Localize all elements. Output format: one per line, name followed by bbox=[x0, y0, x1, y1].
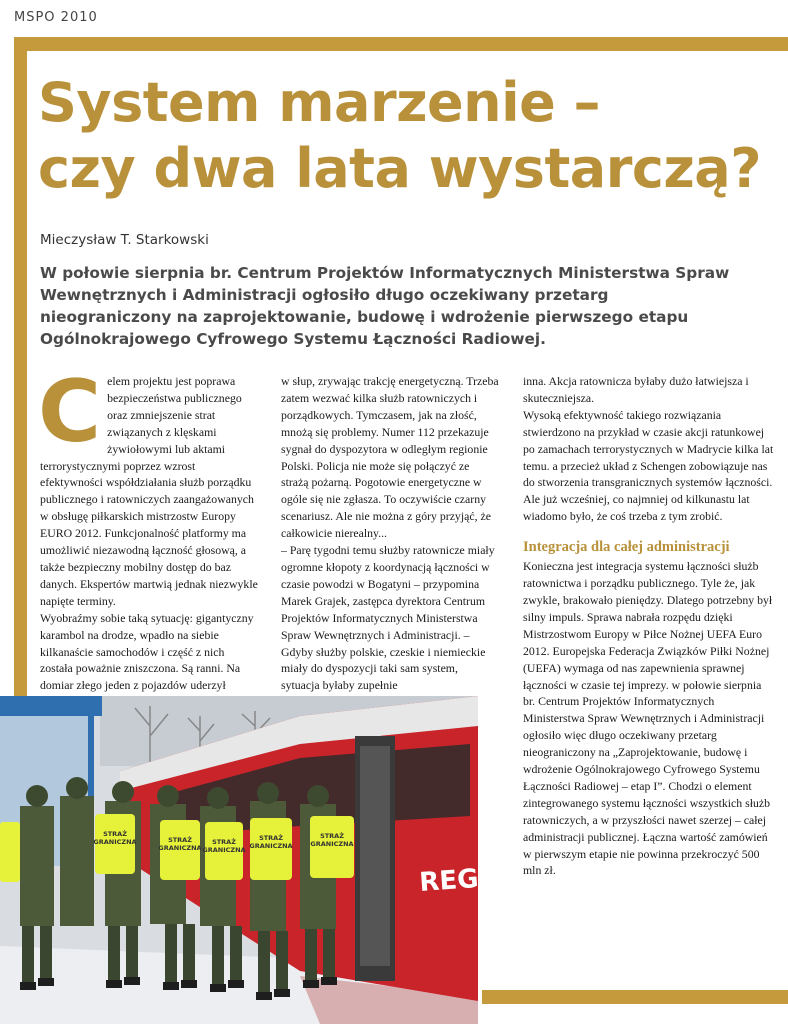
top-frame-bar bbox=[14, 37, 788, 51]
border-guards-train-illustration bbox=[0, 696, 512, 1024]
article-title bbox=[38, 70, 778, 202]
left-frame-bar bbox=[14, 37, 27, 697]
train-livery-text: REGIO bbox=[418, 861, 512, 898]
vest-label: STRAŻ bbox=[320, 832, 344, 840]
paragraph: w słup, zrywając trakcję energetyczną. Trzeba zatem wezwać kilka służb ratowniczych i porządkowych. Tymczasem, jak na złość, mnożą się problemy. Numer 112 przekazuje sygnał do dyspozytora w odległym regionie Polski. Policja nie może się połączyć ze strażą pożarną. Pogotowie energetyczne w ogóle się nie zgłasza. To oczywiście czarny scenariusz. Ale nie można z góry przyjąć, że całkowicie nierealny... bbox=[281, 374, 499, 541]
title-line-1: System marzenie – bbox=[38, 71, 601, 134]
paragraph: Konieczna jest integracja systemu łączności służb ratownictwa i porządku publicznego. Tyle że, jak zwykle, brakowało pieniędzy. Dlatego potrzebny był silny impuls. Sprawa nabrała rozpędu dzięki Mistrzostwom Europy w Piłce Nożnej UEFA Euro 2012. Europejska Federacja Związków Piłki Nożnej (UEFA) wymaga od nas zapewnienia sprawnej łączności w czasie tej imprezy. w połowie sierpnia br. Centrum Projektów Informatycznych Ministerstwa Spraw Wewnętrznych i Administracji ogłosiło więc długo oczekiwany przetarg nieograniczony na „Zaprojektowanie, budowę i wdrożenie Ogólnokrajowego Cyfrowego Systemu Łączności Radiowej – etap I”. Chodzi o element zintegrowanego systemu łączności wszystkich służb ratowniczych, a w przyszłości nawet szerzej – całej administracji publicznej. Łączna wartość zamówień w pierwszym etapie nie powinna przekroczyć 500 mln zł. bbox=[523, 559, 773, 878]
title-line-2: czy dwa lata wystarczą? bbox=[38, 137, 762, 200]
article-lead: W połowie sierpnia br. Centrum Projektów Informatycznych Ministerstwa Spraw Wewnętrznych i Administracji ogłosiło długo oczekiwany przetarg nieograniczony na zaprojektowanie, budowę i wdrożenie pierwszego etapu Ogólnokrajowego Cyfrowego Systemu Łączności Radiowej. bbox=[40, 264, 730, 348]
text-column-3 bbox=[523, 373, 776, 879]
drop-cap: C bbox=[38, 362, 102, 462]
paragraph: Wyobraźmy sobie taką sytuację: gigantyczny karambol na drodze, wpadło na siebie kilkanaście samochodów i część z nich została poważnie zniszczona. Są ranni. Na domiar złego jeden z pojazdów uderzył bbox=[40, 610, 254, 693]
vest-label: GRANICZNA bbox=[249, 842, 293, 850]
paragraph: Wysoką efektywność takiego rozwiązania stwierdzono na przykład w czasie akcji ratunkowej po zamachach terrorystycznych w Madrycie kilka lat temu. a przecież układ z Schengen zobowiązuje nas do stworzenia transgranicznych systemów łączności. Ale już wcześniej, co najmniej od kilkunastu lat wiadomo było, że coś trzeba z tym zrobić. bbox=[523, 407, 774, 524]
paragraph: elem projektu jest poprawa bezpieczeństwa publicznego oraz zmniejszenie strat związanych z klęskami żywiołowymi lub aktami terrorystycznymi poprzez wzrost efektywności współdziałania służb porządku publicznego i ratowniczych zaangażowanych w obsługę piłkarskich mistrzostw Europy EURO 2012. Funkcjonalność platformy ma umożliwić niezawodną łączność głosową, a także bezpieczny mobilny dostęp do baz danych. Ekspertów martwią jednak niezwykle napięte terminy. bbox=[40, 374, 258, 608]
vest-label: GRANICZNA bbox=[310, 840, 354, 848]
text-column-1 bbox=[38, 362, 260, 694]
vest-label: STRAŻ bbox=[103, 830, 127, 838]
vest-label: GRANICZNA bbox=[93, 838, 137, 846]
vest-label: STRAŻ bbox=[212, 838, 236, 846]
vest-label: GRANICZNA bbox=[158, 844, 202, 852]
text-column-2 bbox=[281, 373, 499, 694]
vest-label: GRANICZNA bbox=[202, 846, 246, 854]
article-author: Mieczysław T. Starkowski bbox=[40, 232, 209, 248]
vest-label: STRAŻ bbox=[168, 836, 192, 844]
article-photo bbox=[0, 696, 512, 1024]
vest-label: STRAŻ bbox=[259, 834, 283, 842]
bottom-frame-bar bbox=[482, 990, 788, 1004]
magazine-section-label: MSPO 2010 bbox=[14, 10, 98, 25]
section-subheading: Integracja dla całej administracji bbox=[523, 539, 730, 556]
paragraph: inna. Akcja ratownicza byłaby dużo łatwiejsza i skuteczniejsza. bbox=[523, 374, 749, 405]
paragraph: – Parę tygodni temu służby ratownicze miały ogromne kłopoty z koordynacją łączności w czasie powodzi w Bogatyni – przypomina Marek Grajek, zastępca dyrektora Centrum Projektów Informatycznych Ministerstwa Spraw Wewnętrznych i Administracji. – Gdyby służby polskie, czeskie i niemieckie miały do dyspozycji taki sam system, sytuacja byłaby zupełnie bbox=[281, 543, 495, 693]
